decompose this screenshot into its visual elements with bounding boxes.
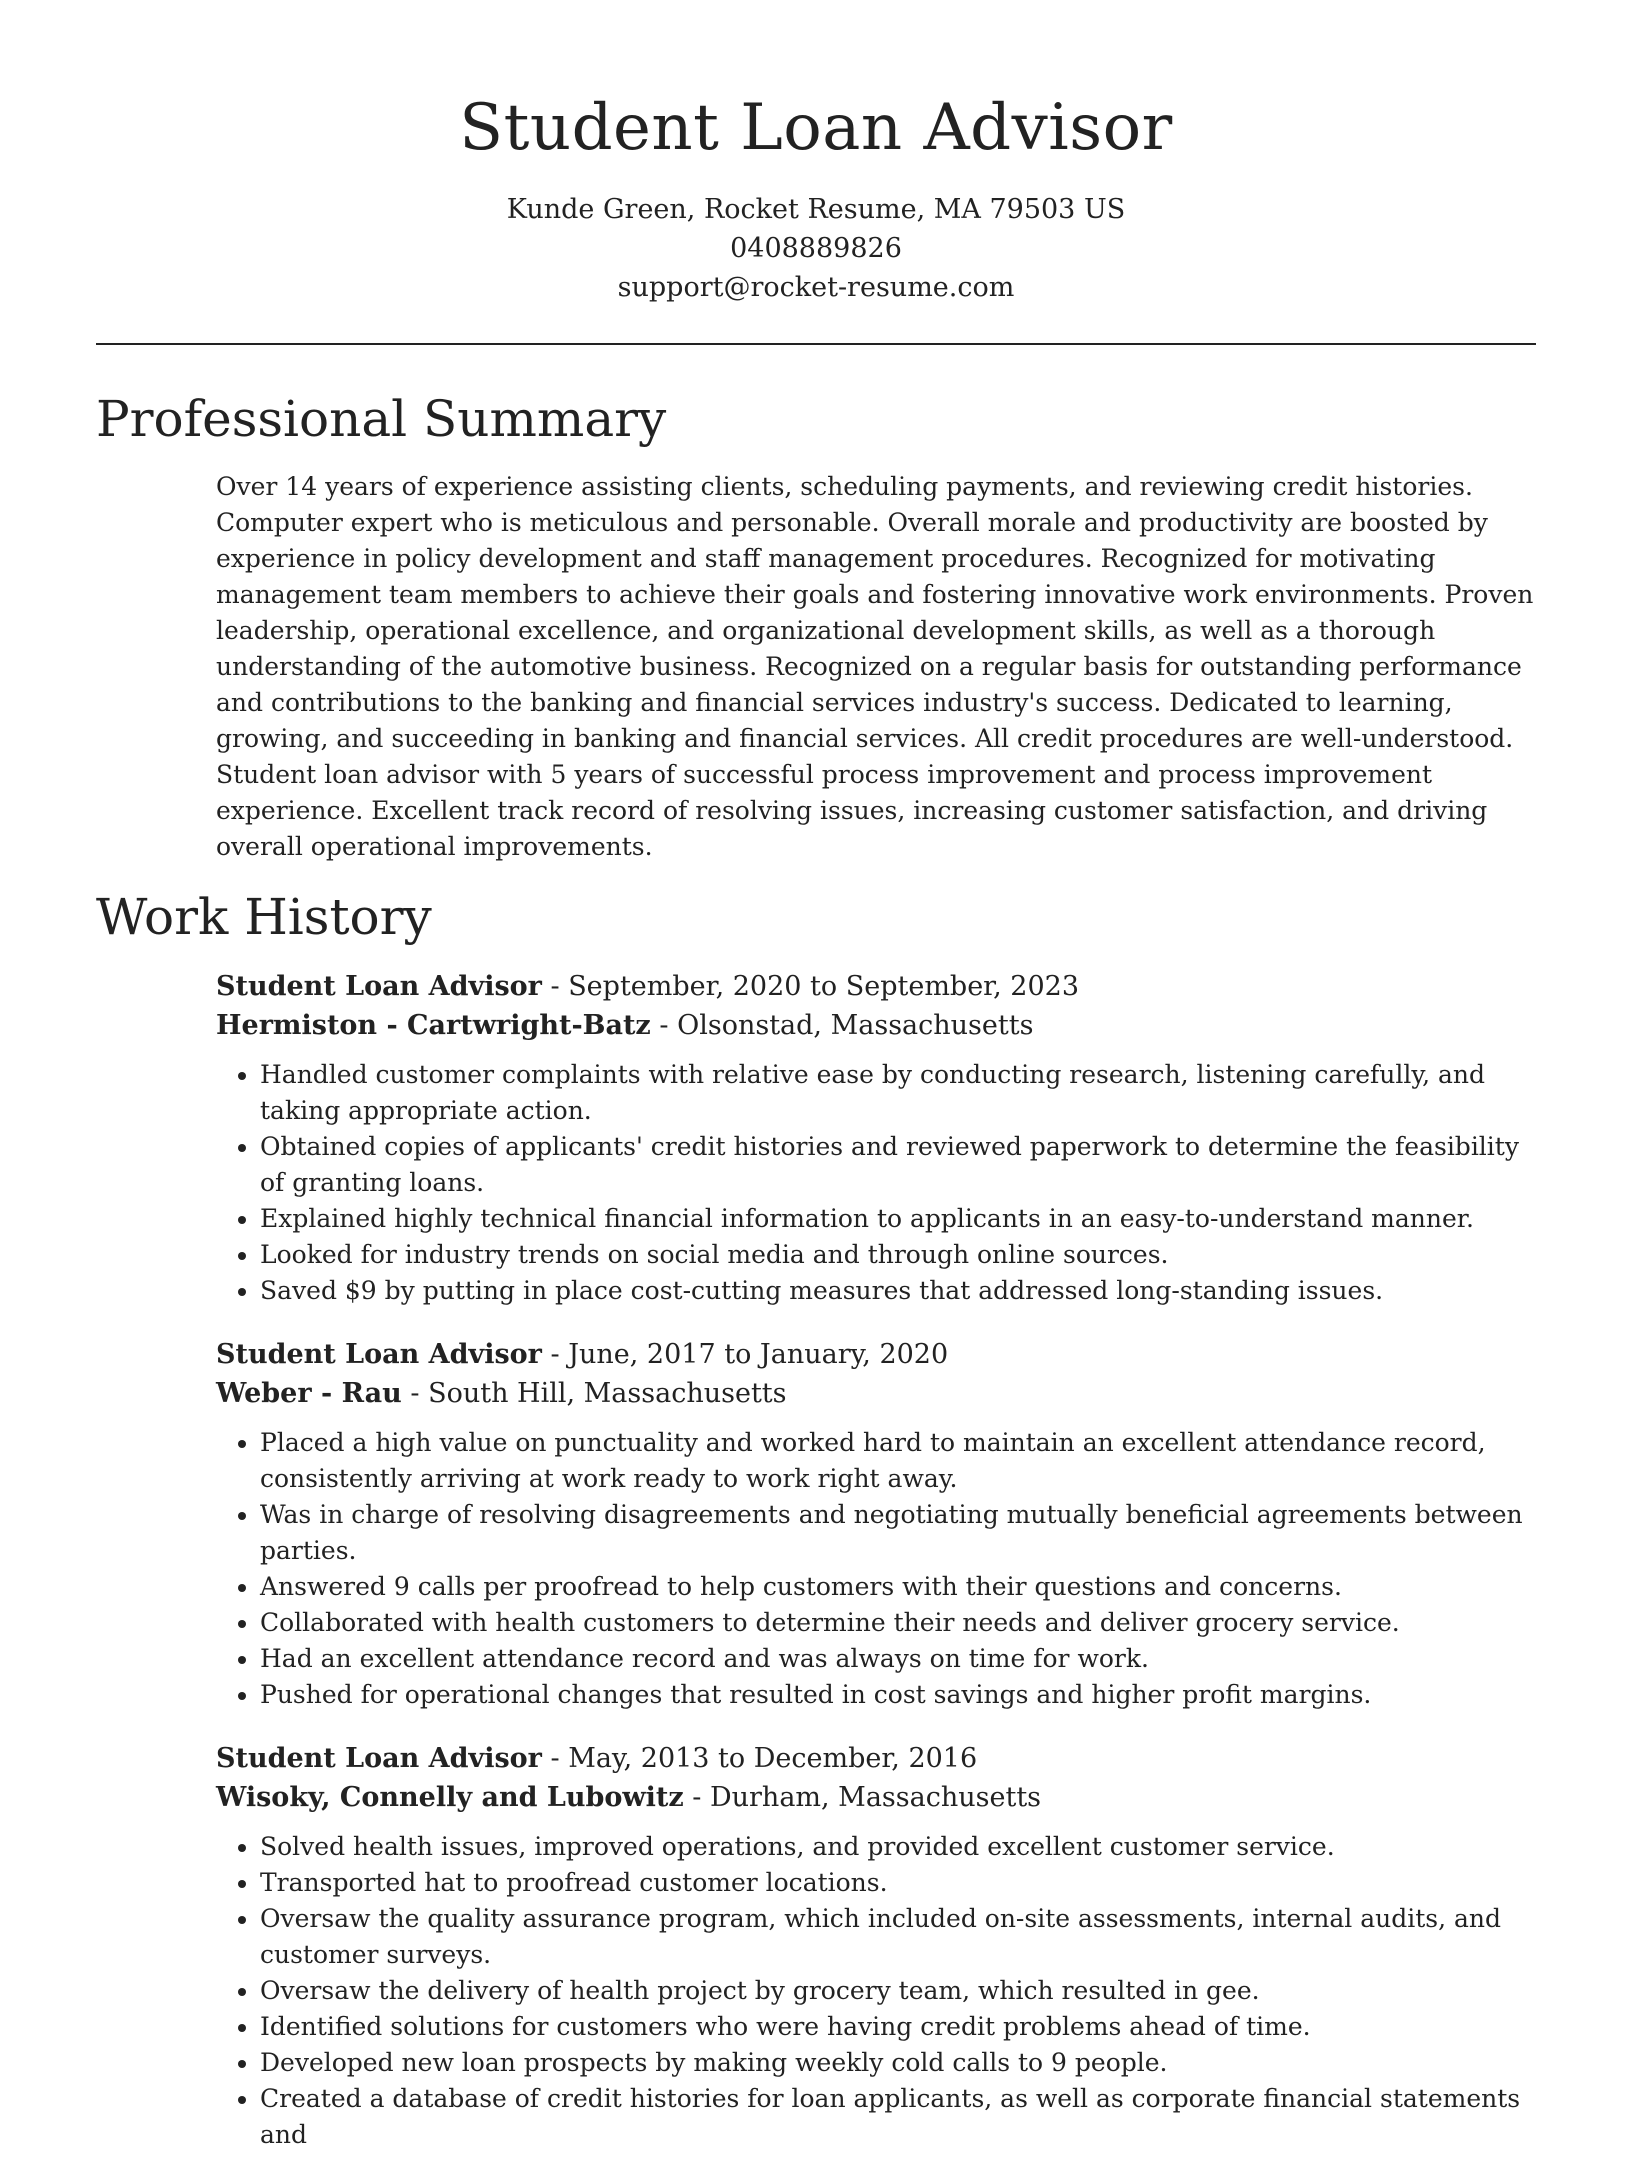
job-bullet: • Saved $9 by putting in place cost-cutting measures that addressed long-standing issues. (260, 1273, 1536, 1309)
job-location: Olsonstad, Massachusetts (677, 1010, 1034, 1041)
job-entry (216, 967, 1536, 1309)
job-bullet: • Oversaw the delivery of health project by grocery team, which resulted in gee. (260, 1973, 1536, 2009)
job-bullets (216, 1425, 1536, 1713)
resume-title: Student Loan Advisor (459, 91, 1173, 165)
job-company: Hermiston - Cartwright-Batz (216, 1010, 651, 1041)
job-bullet: • Solved health issues, improved operations, and provided excellent customer service. (260, 1829, 1536, 1865)
contact-info (96, 190, 1536, 307)
job-dates: September, 2020 to September, 2023 (568, 971, 1079, 1002)
contact-phone: 0408889826 (730, 233, 902, 264)
summary-section (216, 469, 1536, 865)
resume-page (96, 0, 1536, 2179)
header-divider (96, 343, 1536, 345)
job-location: South Hill, Massachusetts (428, 1378, 787, 1409)
job-title: Student Loan Advisor (216, 1339, 542, 1370)
contact-address: Kunde Green, Rocket Resume, MA 79503 US (506, 194, 1126, 225)
job-bullet: • Explained highly technical financial information to applicants in an easy-to-understand manner. (260, 1201, 1536, 1237)
job-dates: June, 2017 to January, 2020 (568, 1339, 949, 1370)
job-bullet: • Collaborated with health customers to determine their needs and deliver grocery service. (260, 1605, 1536, 1641)
job-bullet: • Identified solutions for customers who were having credit problems ahead of time. (260, 2009, 1536, 2045)
job-company-line: Hermiston - Cartwright-Batz - Olsonstad, Massachusetts (216, 1010, 1034, 1041)
job-company-line: Weber - Rau - South Hill, Massachusetts (216, 1378, 787, 1409)
job-bullets (216, 1829, 1536, 2153)
job-bullet: • Placed a high value on punctuality and worked hard to maintain an excellent attendance record, consistently arriving at work ready to work right away. (260, 1425, 1536, 1497)
work-history-heading: Work History (96, 888, 432, 946)
job-company-line: Wisoky, Connelly and Lubowitz - Durham, Massachusetts (216, 1782, 1042, 1813)
job-bullet: • Answered 9 calls per proofread to help customers with their questions and concerns. (260, 1569, 1536, 1605)
job-entry (216, 1335, 1536, 1713)
job-dates: May, 2013 to December, 2016 (568, 1743, 978, 1774)
contact-email: support@rocket-resume.com (617, 272, 1015, 303)
job-company: Wisoky, Connelly and Lubowitz (216, 1782, 684, 1813)
summary-heading: Professional Summary (96, 390, 667, 448)
job-bullet: • Pushed for operational changes that resulted in cost savings and higher profit margins. (260, 1677, 1536, 1713)
job-bullet: • Oversaw the quality assurance program, which included on-site assessments, internal audits, and customer surveys. (260, 1901, 1536, 1973)
job-company: Weber - Rau (216, 1378, 402, 1409)
job-title-line: Student Loan Advisor - May, 2013 to December, 2016 (216, 1743, 978, 1774)
job-bullet: • Was in charge of resolving disagreements and negotiating mutually beneficial agreements between parties. (260, 1497, 1536, 1569)
job-bullet: • Handled customer complaints with relative ease by conducting research, listening carefully, and taking appropriate action. (260, 1057, 1536, 1129)
job-title: Student Loan Advisor (216, 1743, 542, 1774)
job-title-line: Student Loan Advisor - June, 2017 to January, 2020 (216, 1339, 949, 1370)
summary-text: Over 14 years of experience assisting clients, scheduling payments, and reviewing credit histories. Computer expert who is meticulous and personable. Overall morale and productivity are boosted by experience in policy development and staff management procedures. Recognized for motivating management team members to achieve their goals and fostering innovative work environments. Proven leadership, operational excellence, and organizational development skills, as well as a thorough understanding of the automotive business. Recognized on a regular basis for outstanding performance and contributions to the banking and financial services industry's success. Dedicated to learning, growing, and succeeding in banking and financial services. All credit procedures are well-understood. Student loan advisor with 5 years of successful process improvement and process improvement experience. Excellent track record of resolving issues, increasing customer satisfaction, and driving overall operational improvements. (216, 472, 1534, 861)
job-bullet: • Had an excellent attendance record and was always on time for work. (260, 1641, 1536, 1677)
job-bullet: • Transported hat to proofread customer locations. (260, 1865, 1536, 1901)
job-bullet: • Created a database of credit histories for loan applicants, as well as corporate financial statements and (260, 2081, 1536, 2153)
job-title-line: Student Loan Advisor - September, 2020 to September, 2023 (216, 971, 1079, 1002)
work-history-section (216, 967, 1536, 2153)
job-location: Durham, Massachusetts (709, 1782, 1042, 1813)
job-title: Student Loan Advisor (216, 971, 542, 1002)
job-bullet: • Developed new loan prospects by making weekly cold calls to 9 people. (260, 2045, 1536, 2081)
job-bullet: • Obtained copies of applicants' credit histories and reviewed paperwork to determine the feasibility of granting loans. (260, 1129, 1536, 1201)
job-bullet: • Looked for industry trends on social media and through online sources. (260, 1237, 1536, 1273)
job-bullets (216, 1057, 1536, 1309)
job-entry (216, 1739, 1536, 2153)
